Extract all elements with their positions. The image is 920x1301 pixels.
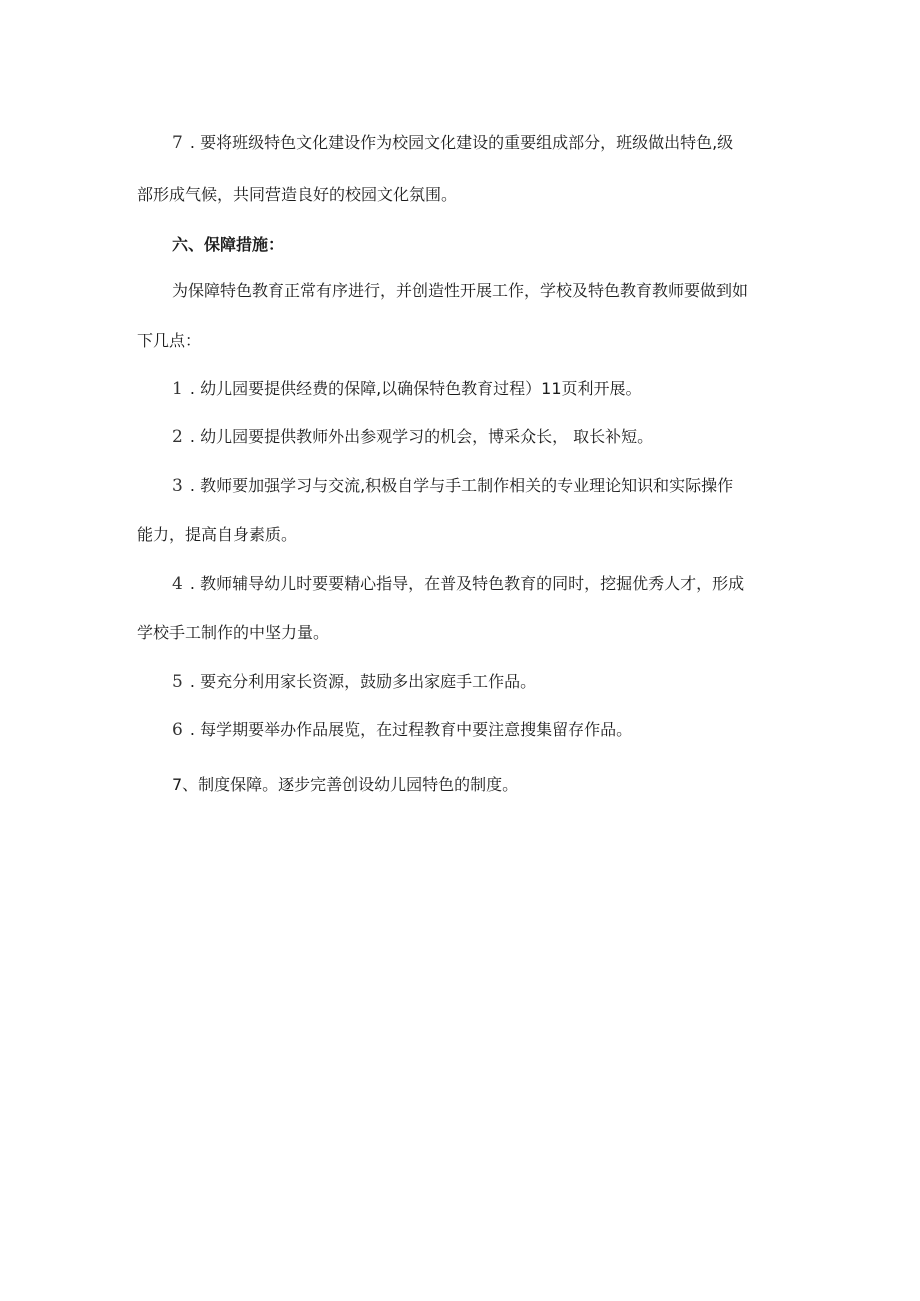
item-7-line-2: 部形成气候，共同营造良好的校园文化氛围。 [137,185,458,204]
intro-line-2: 下几点： [137,331,202,350]
item-7-line-1 [172,133,733,153]
item-7-number: 7 [172,133,183,153]
intro-line-1: 为保障特色教育正常有序进行，并创造性开展工作，学校及特色教育教师要做到如 [172,281,749,300]
list-item-3 [172,476,733,496]
list-item-number: 3 [172,476,183,496]
list-item-5 [172,672,536,692]
list-item-number: 1 [172,379,183,399]
section-heading: 六、保障措施： [172,235,285,254]
item-7-text: . 要将班级特色文化建设作为校园文化建设的重要组成部分，班级做出特色,级 [189,133,734,152]
list-item-2 [172,427,653,447]
list-item-3-continuation: 能力，提高自身素质。 [137,525,298,544]
list-item-text: . 教师辅导幼儿时要要精心指导，在普及特色教育的同时，挖掘优秀人才，形成 [189,574,745,593]
list-item-number: 4 [172,574,183,594]
list-item-text: . 教师要加强学习与交流,积极自学与手工制作相关的专业理论知识和实际操作 [189,476,734,495]
list-item-4 [172,574,744,594]
list-item-number: 2 [172,427,183,447]
list-item-7: 7、制度保障。逐步完善创设幼儿园特色的制度。 [172,775,519,794]
list-item-text: . 幼儿园要提供教师外出参观学习的机会，博采众长， 取长补短。 [189,427,654,446]
list-item-number: 6 [172,720,183,740]
list-item-1 [172,379,642,399]
list-item-text: . 要充分利用家长资源，鼓励多出家庭手工作品。 [189,672,537,691]
list-item-text: . 幼儿园要提供经费的保障,以确保特色教育过程）11页利开展。 [189,379,642,398]
list-item-text: . 每学期要举办作品展览，在过程教育中要注意搜集留存作品。 [189,720,633,739]
list-item-number: 5 [172,672,183,692]
list-item-6 [172,720,632,740]
list-item-4-continuation: 学校手工制作的中坚力量。 [137,623,330,642]
